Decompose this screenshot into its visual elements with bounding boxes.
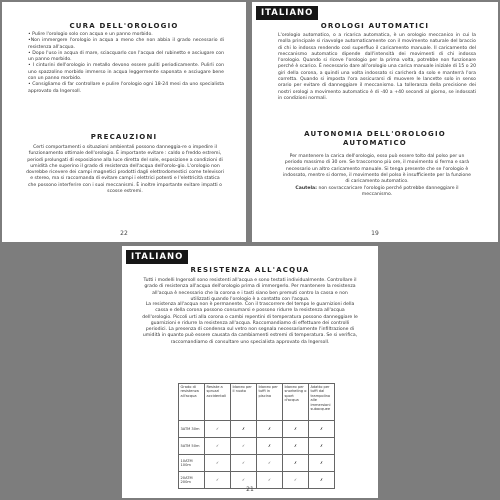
- water-resistance-detail: La resistenza all'acqua non è permanente. Con il trascorrere del tempo le guarnizioni della cassa e della corona possono consumarsi e possono ridurre la resistenza all'acqua dell'orologio. Piccoli urti alla corona o cambi repentini di temperatura possono danneggiare le guarnizioni e ridurre la resistenza all'acqua. Raccomandiamo di effettuare dei controlli periodici. La presenza di condensa sul vetro non segnala necessariamente l'infiltrazione di umidità in quanto può essere causata da cambiamenti estremi di temperatura. Se si verifica, raccomandiamo di consultare uno specialista approvato da Ingersoll.: [142, 302, 358, 345]
- table-header-cell: Grado di resistenza all'acqua: [179, 384, 205, 421]
- care-title: CURA DELL'OROLOGIO: [69, 22, 179, 30]
- table-mark: ✓: [205, 421, 231, 438]
- page-number: 21: [246, 486, 254, 493]
- table-mark: ✓: [205, 438, 231, 455]
- caution-note: [282, 186, 472, 199]
- page-number: 19: [371, 230, 379, 237]
- table-mark: ✗: [257, 438, 283, 455]
- language-badge: ITALIANO: [256, 6, 318, 20]
- table-mark: ✗: [231, 421, 257, 438]
- table-mark: ✗: [257, 421, 283, 438]
- table-mark: ✗: [283, 455, 309, 472]
- autonomy-title: AUTONOMIA DELL'OROLOGIO AUTOMATICO: [304, 130, 446, 147]
- table-mark: ✓: [231, 438, 257, 455]
- care-bullet: • Pulire l'orologio solo con acqua e un panno morbido.: [28, 32, 153, 37]
- caution-text: non sovraccaricare l'orologio perché potrebbe danneggiare il meccanismo.: [317, 186, 459, 198]
- table-mark: ✓: [205, 455, 231, 472]
- table-header-cell: Idoneo per tuffi in piscina: [257, 384, 283, 421]
- table-header-row: [179, 384, 335, 421]
- automatic-text: L'orologio automatico, o a ricarica automatica, è un orologio meccanico in cui la molla principale si riavvolge automaticamente con il movimento naturale del braccio di chi lo indossa rendendo così superfluo il caricamento manuale. Il caricamento del meccanismo automatico dipende dall'intensità dei movimenti di chi indossa l'orologio. Quando si riceve l'orologio per la prima volta, potrebbe non funzionare perché è scarico. È necessario dare all'orologio una carica manuale iniziale di 15 o 20 giri della corona, a quindi una volta indossato si caricherà da solo e manterrà l'ora corretta. Quando si imposta l'ora assicurarsi di muovere le lancette solo in senso orario per evitare di danneggiare il meccanismo. La tolleranza della precisione dei nostri orologi a movimento automatico è di -40 a +40 secondi al giorno, se indossati in condizioni normali.: [278, 33, 476, 101]
- table-header-cell: Adatto per tuffi dal trampolino alle immersioni subacquee: [309, 384, 335, 421]
- precautions-title: PRECAUZIONI: [90, 133, 158, 141]
- table-row: [179, 421, 335, 438]
- rating-label: 3ATM 30m: [179, 421, 205, 438]
- table-mark: ✓: [231, 455, 257, 472]
- table-header-cell: Idoneo per il nuoto: [231, 384, 257, 421]
- table-mark: ✗: [309, 438, 335, 455]
- caution-label: Cautela:: [295, 186, 317, 191]
- water-resistance-table: [178, 383, 335, 489]
- precautions-text: Certi comportamenti o situazioni ambientali possono danneggia-re o impedire il funzionamento ottimale dell'orologio. È importante evitare : caldo o freddo estremi, periodi prolungati di esposizione alla luce diretta del sole, esposizione a condizioni di umidità che superino il grado di resistenza dell'acqua dell'orolo-gio. L'orologio non dovrebbe ricevere dei campi magnetici prodotti dagli elettrodomestici come televisori e stereo, ma si raccomanda di evitare campi i elettrici potenti e l'elettricità statica che possono interferire con i suoi meccanismi. È inoltre importante evitare impatti o scosse estremi.: [26, 145, 224, 195]
- table-mark: ✗: [309, 472, 335, 489]
- table-row: [179, 438, 335, 455]
- table-header-cell: Idoneo per snorkeling o sport d'acqua: [283, 384, 309, 421]
- table-mark: ✗: [283, 438, 309, 455]
- table-header-cell: Resiste a spruzzi accidentali: [205, 384, 231, 421]
- table-mark: ✓: [283, 472, 309, 489]
- table-mark: ✗: [309, 455, 335, 472]
- table-mark: ✓: [257, 455, 283, 472]
- page-21: [122, 246, 378, 498]
- water-resistance-intro: Tutti i modelli Ingersoll sono resistenti all'acqua e sono testati individualmente. Controllare il grado di resistenza all'acqua dell'orologio prima di immergerlo. Per mantenere la resistenza all'acqua è necessario che la corona e i tasti siano ben premuti contro la cassa e non utilizzati quando l'orologio è a contatto con l'acqua.: [143, 278, 357, 302]
- table-mark: ✓: [257, 472, 283, 489]
- care-bullet: •Non immergere l'orologio in acqua a meno che non abbia il grado necessario di resistenza all'acqua.: [28, 38, 224, 50]
- language-badge: ITALIANO: [126, 250, 188, 264]
- rating-label: 10ATM 100m: [179, 455, 205, 472]
- autonomy-text: Per mantenere la carica dell'orologio, esso può essere tolto dal polso per un periodo massimo di 30 ore. Se trascorrono più ore, il movimento si ferma e sarà necessario un altro caricamento manuale. Si tenga presente che se l'orologio è indossato, mentre si dorme, il movimento del polso è insufficiente per la funzione di caricamento automatico.: [283, 154, 471, 185]
- automatic-title: OROLOGI AUTOMATICI: [320, 22, 430, 30]
- rating-label: 5ATM 50m: [179, 438, 205, 455]
- table-mark: ✓: [231, 472, 257, 489]
- care-bullet: • Dopo l'uso in acqua di mare, sciacquarlo con l'acqua del rubinetto e asciugare con un panno morbido.: [28, 50, 224, 63]
- table-row: [179, 455, 335, 472]
- water-resistance-title: RESISTENZA ALL'ACQUA: [190, 266, 310, 274]
- table-mark: ✗: [283, 421, 309, 438]
- page-22: [2, 2, 246, 242]
- page-number: 22: [120, 230, 128, 237]
- care-bullet: • I cinturini dell'orologio in metallo devono essere puliti periodicamente. Pulirli con uno spazzolino morbido immerso in acqua leggermente saponata e asciugare bene con un panno morbido.: [28, 63, 224, 82]
- rating-label: 20ATM 200m: [179, 472, 205, 489]
- table-mark: ✓: [205, 472, 231, 489]
- care-bullets: [28, 32, 224, 95]
- page-19: [252, 2, 498, 242]
- table-mark: ✗: [309, 421, 335, 438]
- care-bullet: • Consigliamo di far controllare e pulire l'orologio ogni 18-24 mesi da uno specialista approvato da Ingersoll.: [28, 82, 224, 94]
